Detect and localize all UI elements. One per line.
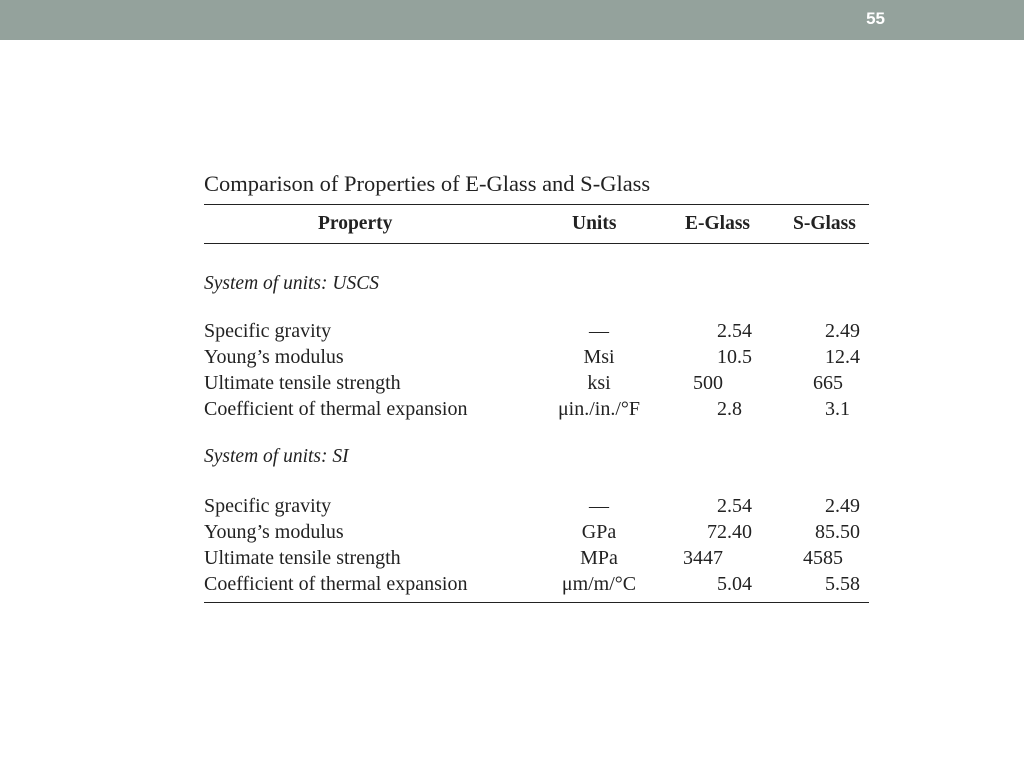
table-row [204,396,869,422]
table-row [204,571,869,597]
cell-e-glass: 500 [693,372,723,394]
slide-header-bar [0,0,1024,40]
cell-e-glass: 3447 [683,547,723,569]
column-header-e-glass: E-Glass [685,213,751,234]
cell-units: — [589,495,609,517]
properties-table [204,168,869,603]
cell-e-glass: 2.8 [717,398,742,420]
cell-e-glass: 10.5 [717,346,752,368]
cell-property: Coefficient of thermal expansion [204,398,468,420]
cell-s-glass: 4585 [803,547,843,569]
cell-property: Ultimate tensile strength [204,547,401,569]
table-row [204,519,869,545]
table-row [204,545,869,571]
cell-s-glass: 12.4 [825,346,860,368]
cell-property: Ultimate tensile strength [204,372,401,394]
table-row [204,344,869,370]
cell-units: μm/m/°C [561,573,637,595]
cell-s-glass: 85.50 [815,521,860,543]
column-header-units: Units [572,213,617,234]
table-row [204,318,869,344]
slide-number: 55 [866,9,885,28]
cell-s-glass: 5.58 [825,573,860,595]
cell-units: GPa [581,521,617,543]
cell-s-glass: 2.49 [825,495,860,517]
column-header-property: Property [318,213,393,234]
cell-s-glass: 3.1 [825,398,850,420]
cell-s-glass: 665 [813,372,843,394]
table-header-row [204,205,869,243]
cell-property: Young’s modulus [204,521,344,543]
bottom-rule [204,602,869,603]
cell-e-glass: 2.54 [717,320,752,342]
section-label-uscs: System of units: USCS [204,273,379,294]
table-row [204,370,869,396]
table-row [204,493,869,519]
cell-property: Coefficient of thermal expansion [204,573,468,595]
cell-units: ksi [587,372,611,394]
cell-units: MPa [580,547,618,569]
cell-property: Young’s modulus [204,346,344,368]
cell-s-glass: 2.49 [825,320,860,342]
section-label-si: System of units: SI [204,446,349,467]
column-header-s-glass: S-Glass [793,213,856,234]
table-title: Comparison of Properties of E-Glass and S-Glass [204,171,651,196]
cell-e-glass: 2.54 [717,495,752,517]
cell-e-glass: 72.40 [707,521,752,543]
cell-property: Specific gravity [204,495,332,517]
cell-units: Msi [583,346,615,368]
cell-units: μin./in./°F [557,398,641,420]
cell-units: — [589,320,609,342]
cell-e-glass: 5.04 [717,573,752,595]
cell-property: Specific gravity [204,320,332,342]
